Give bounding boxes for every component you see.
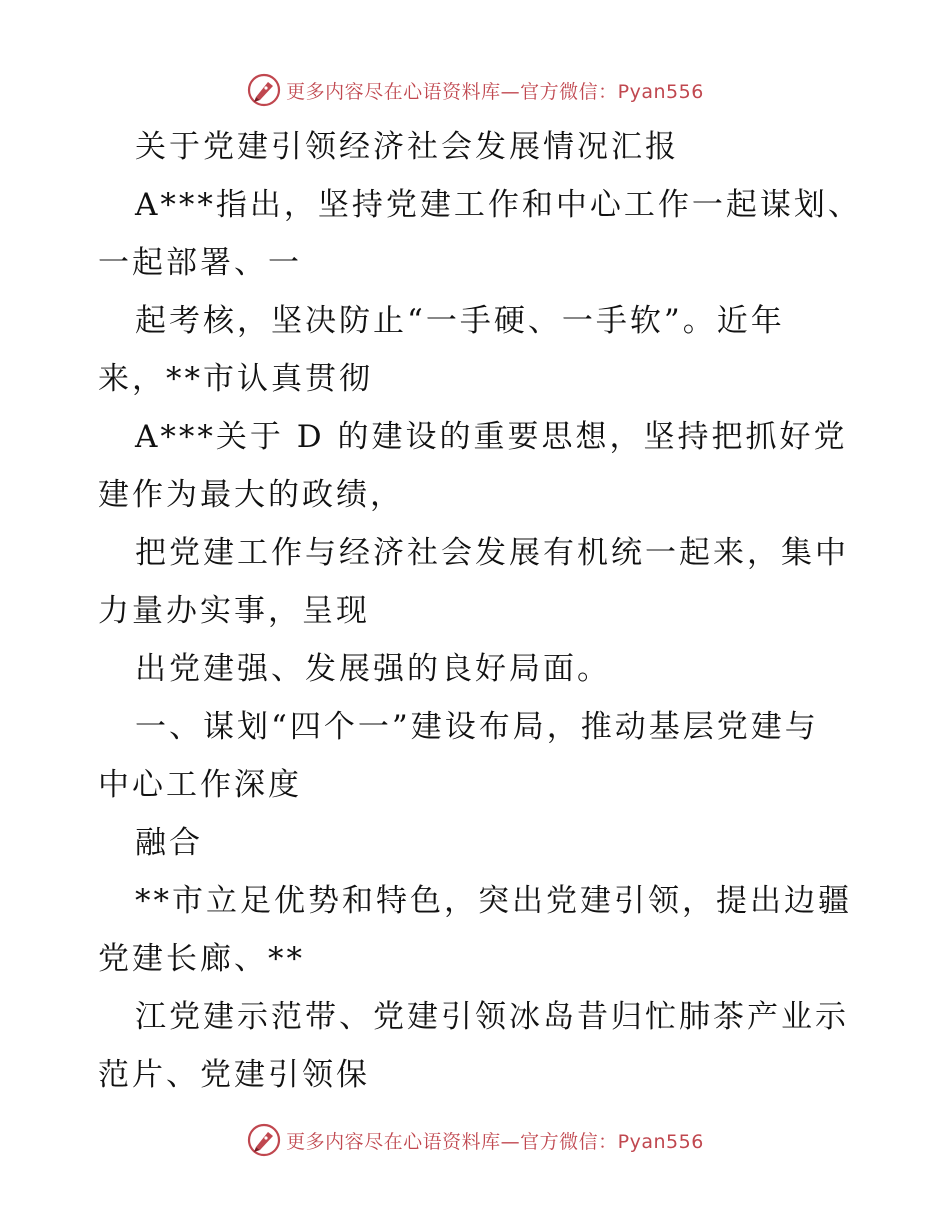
document-title: 关于党建引领经济社会发展情况汇报 bbox=[135, 129, 679, 165]
paragraph-line: 把党建工作与经济社会发展有机统一起来，集中 bbox=[135, 535, 849, 571]
footer-banner bbox=[0, 1118, 950, 1162]
document-body bbox=[98, 118, 862, 1104]
paragraph-line: 建作为最大的政绩， bbox=[98, 477, 404, 513]
paragraph-line: A***关于 D 的建设的重要思想，坚持把抓好党 bbox=[135, 419, 848, 455]
pen-nib-logo-icon bbox=[246, 1122, 282, 1158]
pen-nib-logo-icon bbox=[246, 72, 282, 108]
section-heading-line: 一、谋划“四个一”建设布局，推动基层党建与 bbox=[135, 709, 819, 745]
paragraph-line: 一起部署、一 bbox=[98, 245, 302, 281]
header-banner bbox=[0, 68, 950, 112]
paragraph-line: A***指出，坚持党建工作和中心工作一起谋划、 bbox=[135, 187, 862, 223]
paragraph-line: **市立足优势和特色，突出党建引领，提出边疆 bbox=[135, 883, 852, 919]
paragraph-line: 起考核，坚决防止“一手硬、一手软”。近年 bbox=[135, 303, 785, 339]
paragraph-line: 江党建示范带、党建引领冰岛昔归忙肺茶产业示 bbox=[135, 999, 849, 1035]
paragraph-line: 范片、党建引领保 bbox=[98, 1057, 370, 1093]
header-banner-text: 更多内容尽在心语资料库—官方微信：Pyan556 bbox=[286, 80, 704, 103]
paragraph-line: 力量办实事，呈现 bbox=[98, 593, 370, 629]
footer-banner-text: 更多内容尽在心语资料库—官方微信：Pyan556 bbox=[286, 1130, 704, 1153]
paragraph-line: 出党建强、发展强的良好局面。 bbox=[135, 651, 611, 687]
section-heading-line: 中心工作深度 bbox=[98, 767, 302, 803]
paragraph-line: 来，**市认真贯彻 bbox=[98, 361, 373, 397]
paragraph-line: 党建长廊、** bbox=[98, 941, 305, 977]
section-heading-line: 融合 bbox=[135, 825, 203, 861]
